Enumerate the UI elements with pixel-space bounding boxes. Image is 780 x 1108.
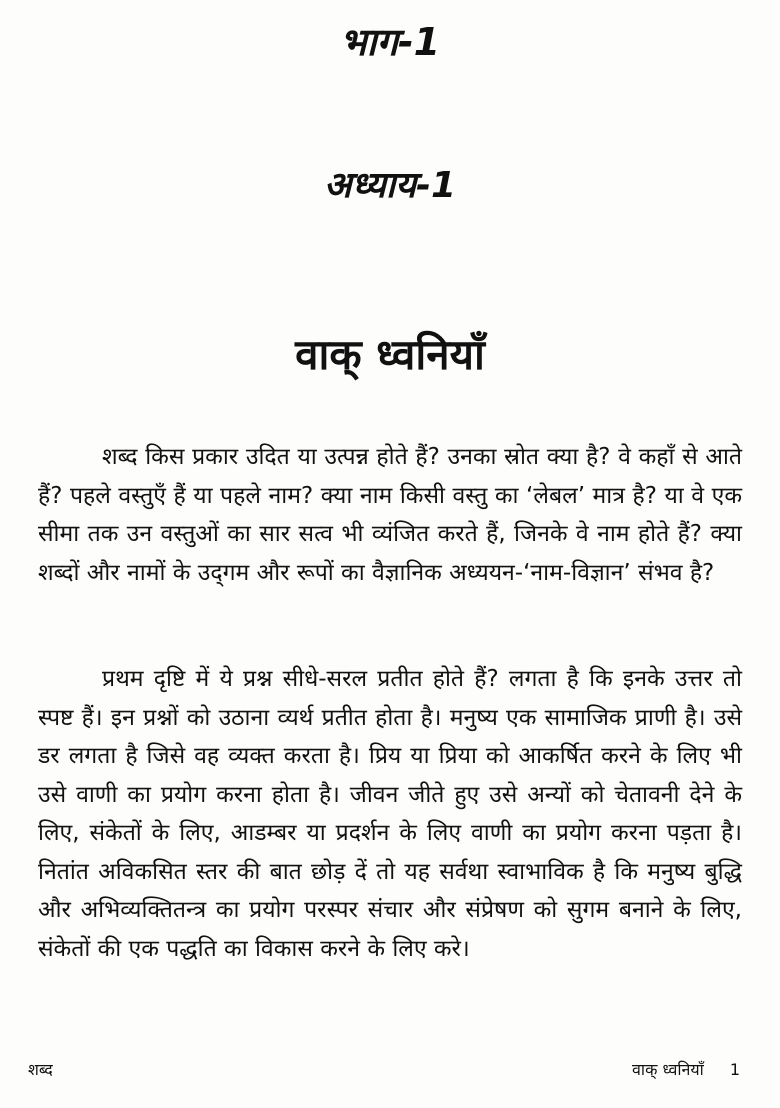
page-number: 1 xyxy=(729,1060,740,1079)
paragraph-2: प्रथम दृष्टि में ये प्रश्न सीधे-सरल प्रतीत होते हैं? लगता है कि इनके उत्तर तो स्पष्ट हैं। इन प्रश्नों को उठाना व्यर्थ प्रतीत होता है। मनुष्य एक सामाजिक प्राणी है। उसे डर लगता है जिसे वह व्यक्त करता है। प्रिय या प्रिया को आकर्षित करने के लिए भी उसे वाणी का प्रयोग करना होता है। जीवन जीते हुए उसे अन्यों को चेतावनी देने के लिए, संकेतों के लिए, आडम्बर या प्रदर्शन के लिए वाणी का प्रयोग करना पड़ता है। नितांत अविकसित स्तर की बात छोड़ दें तो यह सर्वथा स्वाभाविक है कि मनुष्य बुद्धि और अभिव्यक्तितन्त्र का प्रयोग परस्पर संचार और संप्रेषण को सुगम बनाने के लिए, संकेतों की एक पद्धति का विकास करने के लिए करे। xyxy=(38,666,742,962)
footer-running-head: वाक् ध्वनियाँ xyxy=(632,1060,704,1079)
footer-book-title: शब्द xyxy=(28,1060,53,1079)
part-heading: भाग-1 xyxy=(339,20,441,64)
section-heading: वाक् ध्वनियाँ xyxy=(295,330,485,379)
chapter-heading: अध्याय-1 xyxy=(323,165,457,206)
paragraph-1: शब्द किस प्रकार उदित या उत्पन्न होते हैं? उनका स्रोत क्या है? वे कहाँ से आते हैं? पहले वस्तुएँ हैं या पहले नाम? क्या नाम किसी वस्तु का ‘लेबल’ मात्र है? या वे एक सीमा तक उन वस्तुओं का सार सत्व भी व्यंजित करते हैं, जिनके वे नाम होते हैं? क्या शब्दों और नामों के उद्‌गम और रूपों का वैज्ञानिक अध्ययन-‘नाम-विज्ञान’ संभव है? xyxy=(38,444,742,586)
page-footer xyxy=(0,1058,780,1088)
footer-right-group xyxy=(632,1058,740,1082)
